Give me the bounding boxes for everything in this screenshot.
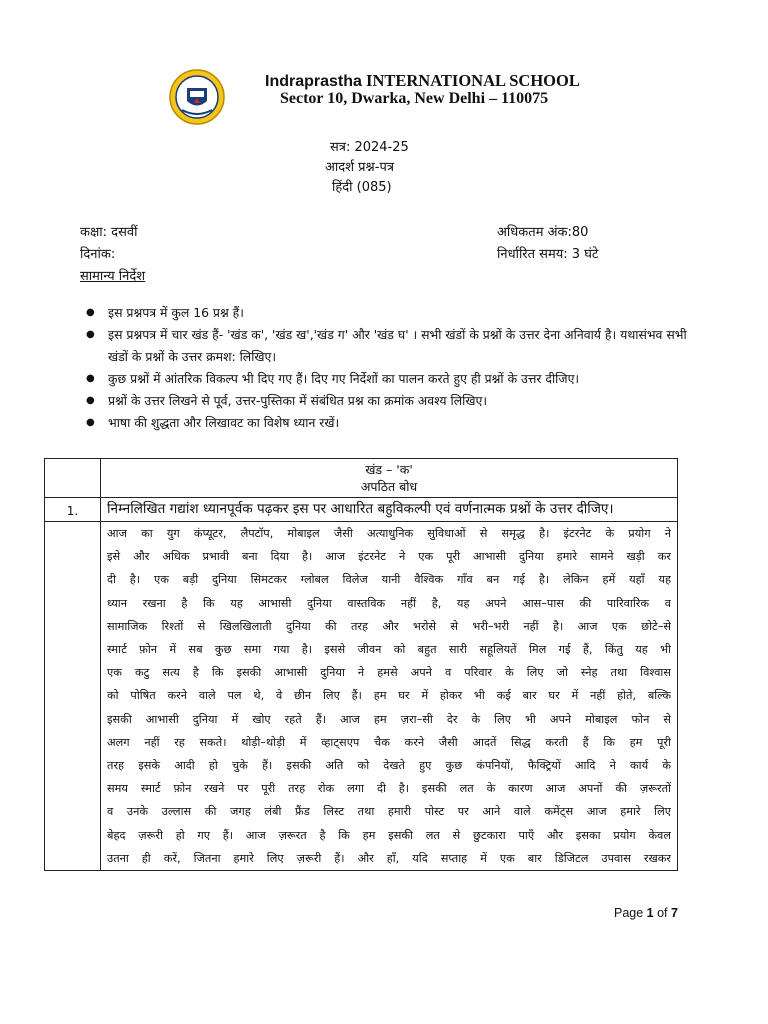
- passage-line: अलग नहीं रह सकते। थोड़ी–थोड़ी में व्हाट्सएप चैक करने जैसी आदतें सिद्ध करती हैं कि हम पूरी: [107, 735, 671, 749]
- section-subtitle: अपठित बोध: [360, 479, 418, 494]
- school-header: [168, 68, 748, 148]
- passage-text: [101, 522, 677, 870]
- question-text: निम्नलिखित गद्यांश ध्यानपूर्वक पढ़कर इस पर आधारित बहुविकल्पी एवं वर्णनात्मक प्रश्नों के उत्तर दीजिए।: [101, 498, 678, 522]
- section-header-cell: [101, 459, 678, 498]
- passage-line: आज का युग कंप्यूटर, लैपटॉप, मोबाइल जैसी अत्याधुनिक सुविधाओं से समृद्ध है। इंटरनेट के प्रयोग ने: [107, 527, 671, 540]
- instruction-item: ● कुछ प्रश्नों में आंतरिक विकल्प भी दिए गए हैं। दिए गए निर्देशों का पालन करते हुए ही प्रश्नों के उत्तर दीजिए।: [84, 368, 694, 390]
- passage-line: को पोषित करने वाले पल थे, वे छीन लिए हैं। हम घर में होकर भी कई बार घर में नहीं होते, बल्कि: [107, 689, 671, 703]
- passage-line: उतना ही करें, जितना हमारे लिए ज़रूरी हैं। और हाँ, यदि सप्ताह में एक बार डिजिटल उपवास रखकर: [107, 851, 671, 865]
- passage-line: तरह इसके आदी हो चुके हैं। इसकी अति को देखते हुए कुछ कंपनियों, फैक्ट्रियों आदि ने कार्य के: [107, 759, 671, 773]
- of-word: of: [653, 906, 671, 920]
- section-title: खंड – 'क': [365, 462, 413, 477]
- section-header-row: [45, 459, 678, 498]
- passage-line: दी है। एक बड़ी दुनिया सिमटकर ग्लोबल विलेज यानी वैश्विक गाँव बन गई है। लेकिन हमें यहाँ यह: [107, 573, 671, 587]
- instruction-item: ● इस प्रश्नपत्र में चार खंड हैं- 'खंड क', 'खंड ख','खंड ग' और 'खंड घ' । सभी खंडों के प्रश्नों के उत्तर देना अनिवार्य है। यथासंभव सभी खंडों के प्रश्नों के उत्तर क्रमश: लिखिए।: [84, 324, 694, 368]
- page-word: Page: [614, 906, 647, 920]
- school-logo-icon: [168, 68, 226, 126]
- section-header-empty-cell: [45, 459, 101, 498]
- session-year: सत्र: 2024-25: [330, 140, 409, 155]
- passage-line: ध्यान रखना है कि यह आभासी दुनिया वास्तविक नहीं है, यह अपने आस–पास की पारिवारिक व: [107, 596, 671, 610]
- meta-left: [80, 222, 145, 288]
- instruction-item: ● प्रश्नों के उत्तर लिखने से पूर्व, उत्तर-पुस्तिका में संबंधित प्रश्न का क्रमांक अवश्य लिखिए।: [84, 390, 694, 412]
- school-name: [265, 71, 580, 91]
- passage-row: [45, 522, 678, 871]
- school-address: Sector 10, Dwarka, New Delhi – 110075: [280, 90, 549, 107]
- passage-line: सामाजिक रिश्तों से खिलखिलाती दुनिया की तरह और भरोसे से भरी–भरी नहीं है। आज एक छोटे–से: [107, 619, 671, 633]
- instruction-item: ● इस प्रश्नपत्र में कुल 16 प्रश्न हैं।: [84, 302, 694, 324]
- subject-code: हिंदी (085): [332, 180, 392, 195]
- time-label: निर्धारित समय: 3 घंटे: [497, 247, 599, 262]
- passage-line: व उनके उल्लास की जगह लंबी फ्रैंड लिस्ट तथा हमारी पोस्ट पर आने वाले कमेंट्स आज हमारे लिए: [107, 805, 671, 819]
- date-label: दिनांक:: [80, 247, 116, 262]
- passage-line: समय स्मार्ट फ़ोन रखने पर पूरी तरह रोक लगा दी है। इसकी लत के कारण आज अपनों की ज़रूरतों: [107, 782, 671, 796]
- passage-line: स्मार्ट फ़ोन में सब कुछ समा गया है। इससे जीवन को बहुत सारी सहूलियतें मिल गई हैं, किंतु यह भी: [107, 643, 671, 657]
- school-name-rest: INTERNATIONAL SCHOOL: [361, 71, 580, 90]
- page-total: 7: [671, 906, 678, 920]
- passage-cell: [101, 522, 678, 871]
- passage-line: इसकी आभासी दुनिया में खोए रहते हैं। आज हम ज़रा–सी देर के लिए भी अपने मोबाइल फोन से: [107, 712, 671, 726]
- instruction-item: ● भाषा की शुद्धता और लिखावट का विशेष ध्यान रखें।: [84, 412, 694, 434]
- meta-right: [497, 222, 598, 266]
- class-label: कक्षा: दसवीं: [80, 225, 138, 240]
- page-current: 1: [646, 906, 654, 920]
- instructions-list: [84, 302, 694, 434]
- question-table: [44, 458, 678, 871]
- paper-info: [320, 138, 480, 198]
- passage-line: एक कटु सत्य है कि इसकी आभासी दुनिया ने हमसे अपने व परिवार के लिए जो स्नेह तथा विश्वास: [107, 666, 671, 680]
- general-instructions-heading: सामान्य निर्देश: [80, 269, 146, 284]
- page-footer: [614, 906, 678, 920]
- question-row: [45, 498, 678, 522]
- question-number: 1.: [45, 498, 101, 522]
- max-marks-label: अधिकतम अंक:80: [497, 225, 589, 240]
- paper-type: आदर्श प्रश्न-पत्र: [325, 160, 395, 175]
- passage-empty-cell: [45, 522, 101, 871]
- passage-line: बेहद ज़रूरी हो गए हैं। आज ज़रूरत है कि हम इसकी लत से छुटकारा पाएँ और इसका प्रयोग केवल: [107, 828, 671, 842]
- passage-line: इसे और अधिक प्रभावी बना दिया है। आज इंटरनेट ने एक पूरी आभासी दुनिया हमारे सामने खड़ी कर: [107, 550, 671, 564]
- school-name-brand: Indraprastha: [265, 73, 362, 90]
